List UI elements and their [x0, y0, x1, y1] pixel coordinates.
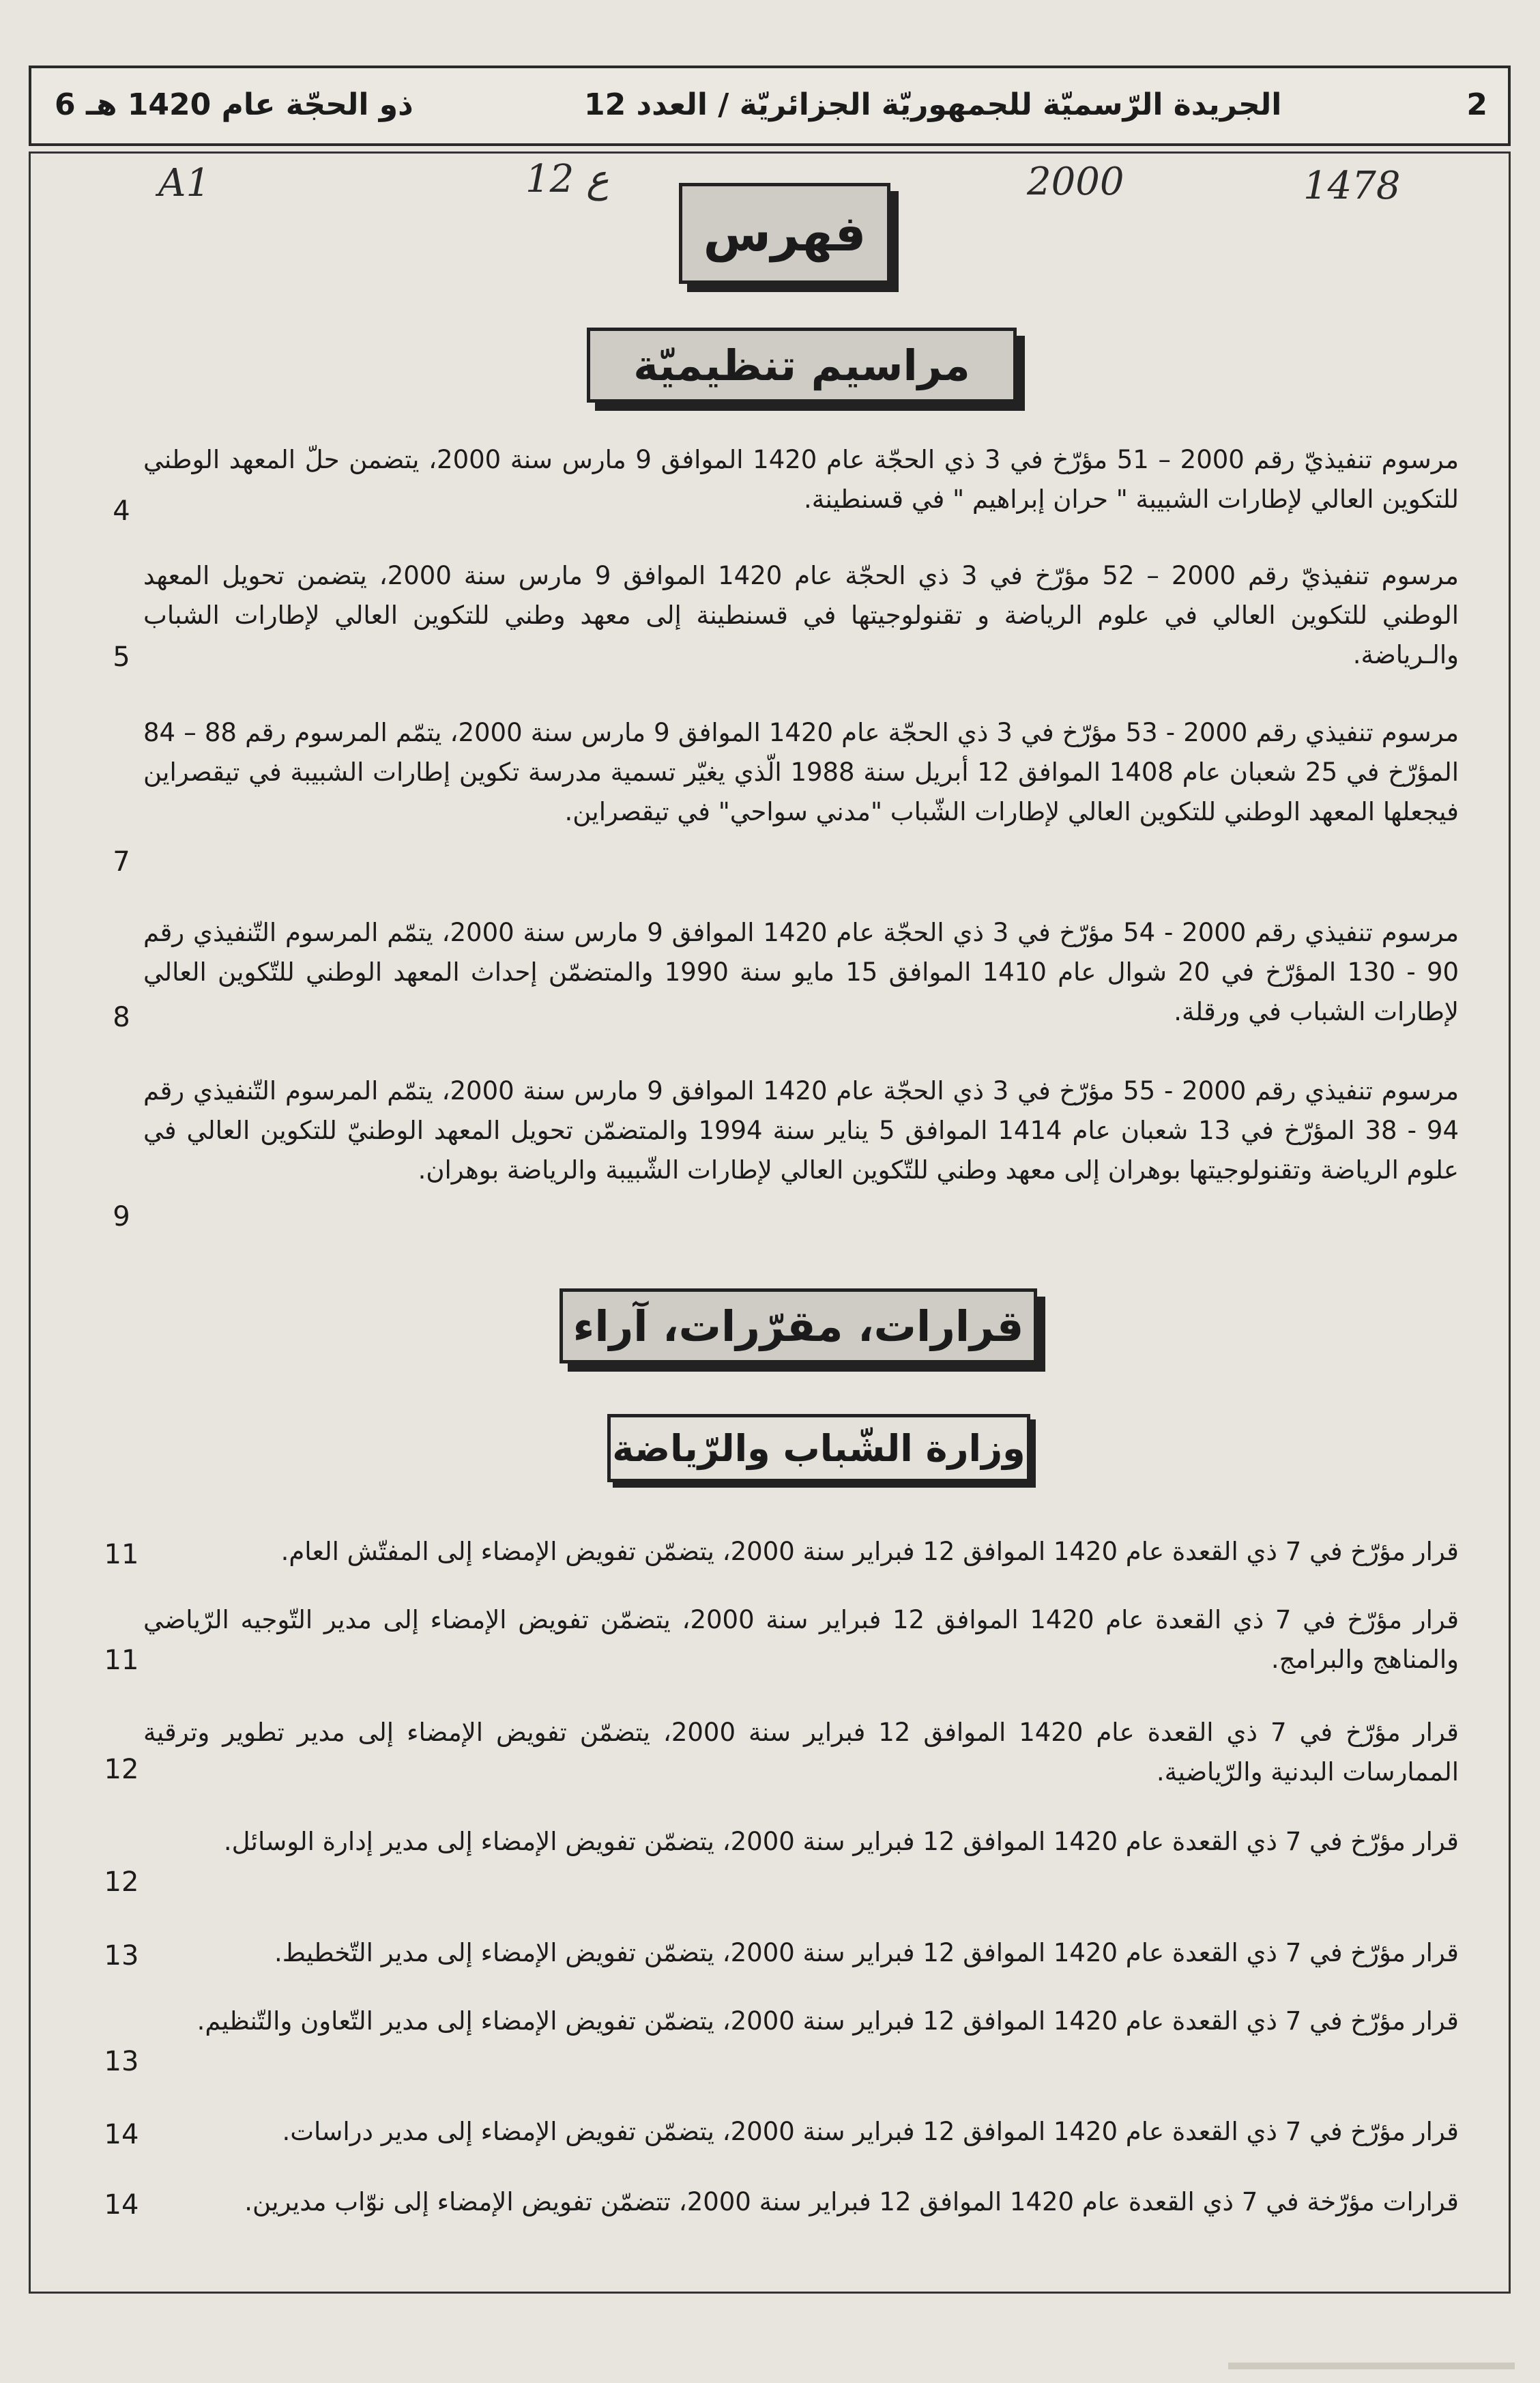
handwritten-note-1: A1 — [158, 161, 211, 205]
section-title-decisions: قرارات، مقرّرات، آراء — [560, 1288, 1037, 1363]
handwritten-note-4: 1478 — [1303, 164, 1401, 208]
toc-entry: قرار مؤرّخ في 7 ذي القعدة عام 1420 الموافق 12 فبراير سنة 2000، يتضمّن تفويض الإمضاء إلى مدير دراسات. — [282, 2117, 1459, 2146]
toc-entry: قرار مؤرّخ في 7 ذي القعدة عام 1420 الموافق 12 فبراير سنة 2000، يتضمّن تفويض الإمضاء إلى مدير التّخطيط. — [274, 1938, 1459, 1967]
toc-page-number: 4 — [113, 495, 130, 527]
scan-artifact — [1228, 2363, 1515, 2369]
header-journal-title: الجريدة الرّسميّة للجمهوريّة الجزائريّة / العدد 12 — [584, 87, 1282, 122]
toc-page-number: 11 — [104, 1645, 139, 1676]
toc-entry: قرار مؤرّخ في 7 ذي القعدة عام 1420 الموافق 12 فبراير سنة 2000، يتضمّن تفويض الإمضاء إلى مدير التّعاون والتّنظيم. — [197, 2006, 1459, 2036]
handwritten-note-2: 12 ع — [525, 157, 609, 201]
toc-entry: قرار مؤرّخ في 7 ذي القعدة عام 1420 الموافق 12 فبراير سنة 2000، يتضمّن تفويض الإمضاء إلى مدير التّوجيه الرّياضي والمناهج والبرامج. — [143, 1605, 1459, 1674]
toc-page-number: 11 — [104, 1539, 139, 1570]
toc-entry: قرارات مؤرّخة في 7 ذي القعدة عام 1420 الموافق 12 فبراير سنة 2000، تتضمّن تفويض الإمضاء إلى نوّاب مديرين. — [244, 2187, 1459, 2216]
toc-page-number: 7 — [113, 846, 130, 878]
toc-entry: مرسوم تنفيذي رقم 2000 - 54 مؤرّخ في 3 ذي الحجّة عام 1420 الموافق 9 مارس سنة 2000، يتمّم المرسوم التّنفيذي رقم 90 - 130 المؤرّخ في 20 شوال عام 1410 الموافق 15 مايو سنة 1990 والمتضمّن إحداث المعهد الوطني للتّكوين العالي لإطارات الشباب في ورقلة. — [143, 918, 1459, 1026]
toc-page-number: 13 — [104, 1940, 139, 1972]
bottom-rule — [29, 2292, 1511, 2294]
right-border — [1509, 151, 1511, 2293]
ministry-title: وزارة الشّباب والرّياضة — [607, 1414, 1030, 1482]
toc-page-number: 14 — [104, 2189, 139, 2221]
toc-entry: مرسوم تنفيذيّ رقم 2000 – 52 مؤرّخ في 3 ذي الحجّة عام 1420 الموافق 9 مارس سنة 2000، يتضمن تحويل المعهد الوطني للتكوين العالي في علوم الرياضة و تقنولوجيتها في قسنطينة إلى معهد وطني للتكوين العالي لإطارات الشباب والـرياضة. — [143, 561, 1459, 669]
running-header — [29, 66, 1511, 146]
handwritten-note-3: 2000 — [1027, 160, 1124, 204]
toc-page-number: 14 — [104, 2119, 139, 2150]
toc-entry: مرسوم تنفيذي رقم 2000 - 53 مؤرّخ في 3 ذي الحجّة عام 1420 الموافق 9 مارس سنة 2000، يتمّم المرسوم رقم 88 – 84 المؤرّخ في 25 شعبان عام 1408 الموافق 12 أبريل سنة 1988 الّذي يغيّر تسمية مدرسة تكوين إطارات الشبيبة في تيقصراين فيجعلها المعهد الوطني للتكوين العالي لإطارات الشّباب "مدني سواحي" في تيقصراين. — [143, 718, 1459, 826]
toc-entry: مرسوم تنفيذي رقم 2000 - 55 مؤرّخ في 3 ذي الحجّة عام 1420 الموافق 9 مارس سنة 2000، يتمّم المرسوم التّنفيذي رقم 94 - 38 المؤرّخ في 13 شعبان عام 1414 الموافق 5 يناير سنة 1994 والمتضمّن تحويل المعهد الوطنيّ للتكوين العالي في علوم الرياضة وتقنولوجيتها بوهران إلى معهد وطني للتّكوين العالي لإطارات الشّبيبة والرياضة بوهران. — [143, 1076, 1459, 1185]
toc-page-number: 5 — [113, 641, 130, 673]
toc-page-number: 8 — [113, 1002, 130, 1033]
toc-entry: قرار مؤرّخ في 7 ذي القعدة عام 1420 الموافق 12 فبراير سنة 2000، يتضمّن تفويض الإمضاء إلى مدير تطوير وترقية الممارسات البدنية والرّياضية. — [143, 1718, 1459, 1787]
toc-entry: مرسوم تنفيذيّ رقم 2000 – 51 مؤرّخ في 3 ذي الحجّة عام 1420 الموافق 9 مارس سنة 2000، يتضمن حلّ المعهد الوطني للتكوين العالي لإطارات الشبيبة " حران إبراهيم " في قسنطينة. — [143, 445, 1459, 514]
left-border — [29, 151, 31, 2293]
toc-entry: قرار مؤرّخ في 7 ذي القعدة عام 1420 الموافق 12 فبراير سنة 2000، يتضمّن تفويض الإمضاء إلى مدير إدارة الوسائل. — [223, 1827, 1459, 1856]
toc-page-number: 12 — [104, 1866, 139, 1898]
header-date: 6 ذو الحجّة عام 1420 هـ — [55, 87, 413, 122]
section-title-decrees: مراسيم تنظيميّة — [587, 328, 1017, 403]
toc-page-number: 9 — [113, 1201, 130, 1232]
header-page-number: 2 — [1466, 87, 1487, 122]
toc-title: فهرس — [679, 183, 890, 284]
toc-entry: قرار مؤرّخ في 7 ذي القعدة عام 1420 الموافق 12 فبراير سنة 2000، يتضمّن تفويض الإمضاء إلى المفتّش العام. — [280, 1537, 1459, 1566]
top-rule — [29, 151, 1511, 154]
toc-page-number: 12 — [104, 1754, 139, 1785]
toc-page-number: 13 — [104, 2046, 139, 2077]
